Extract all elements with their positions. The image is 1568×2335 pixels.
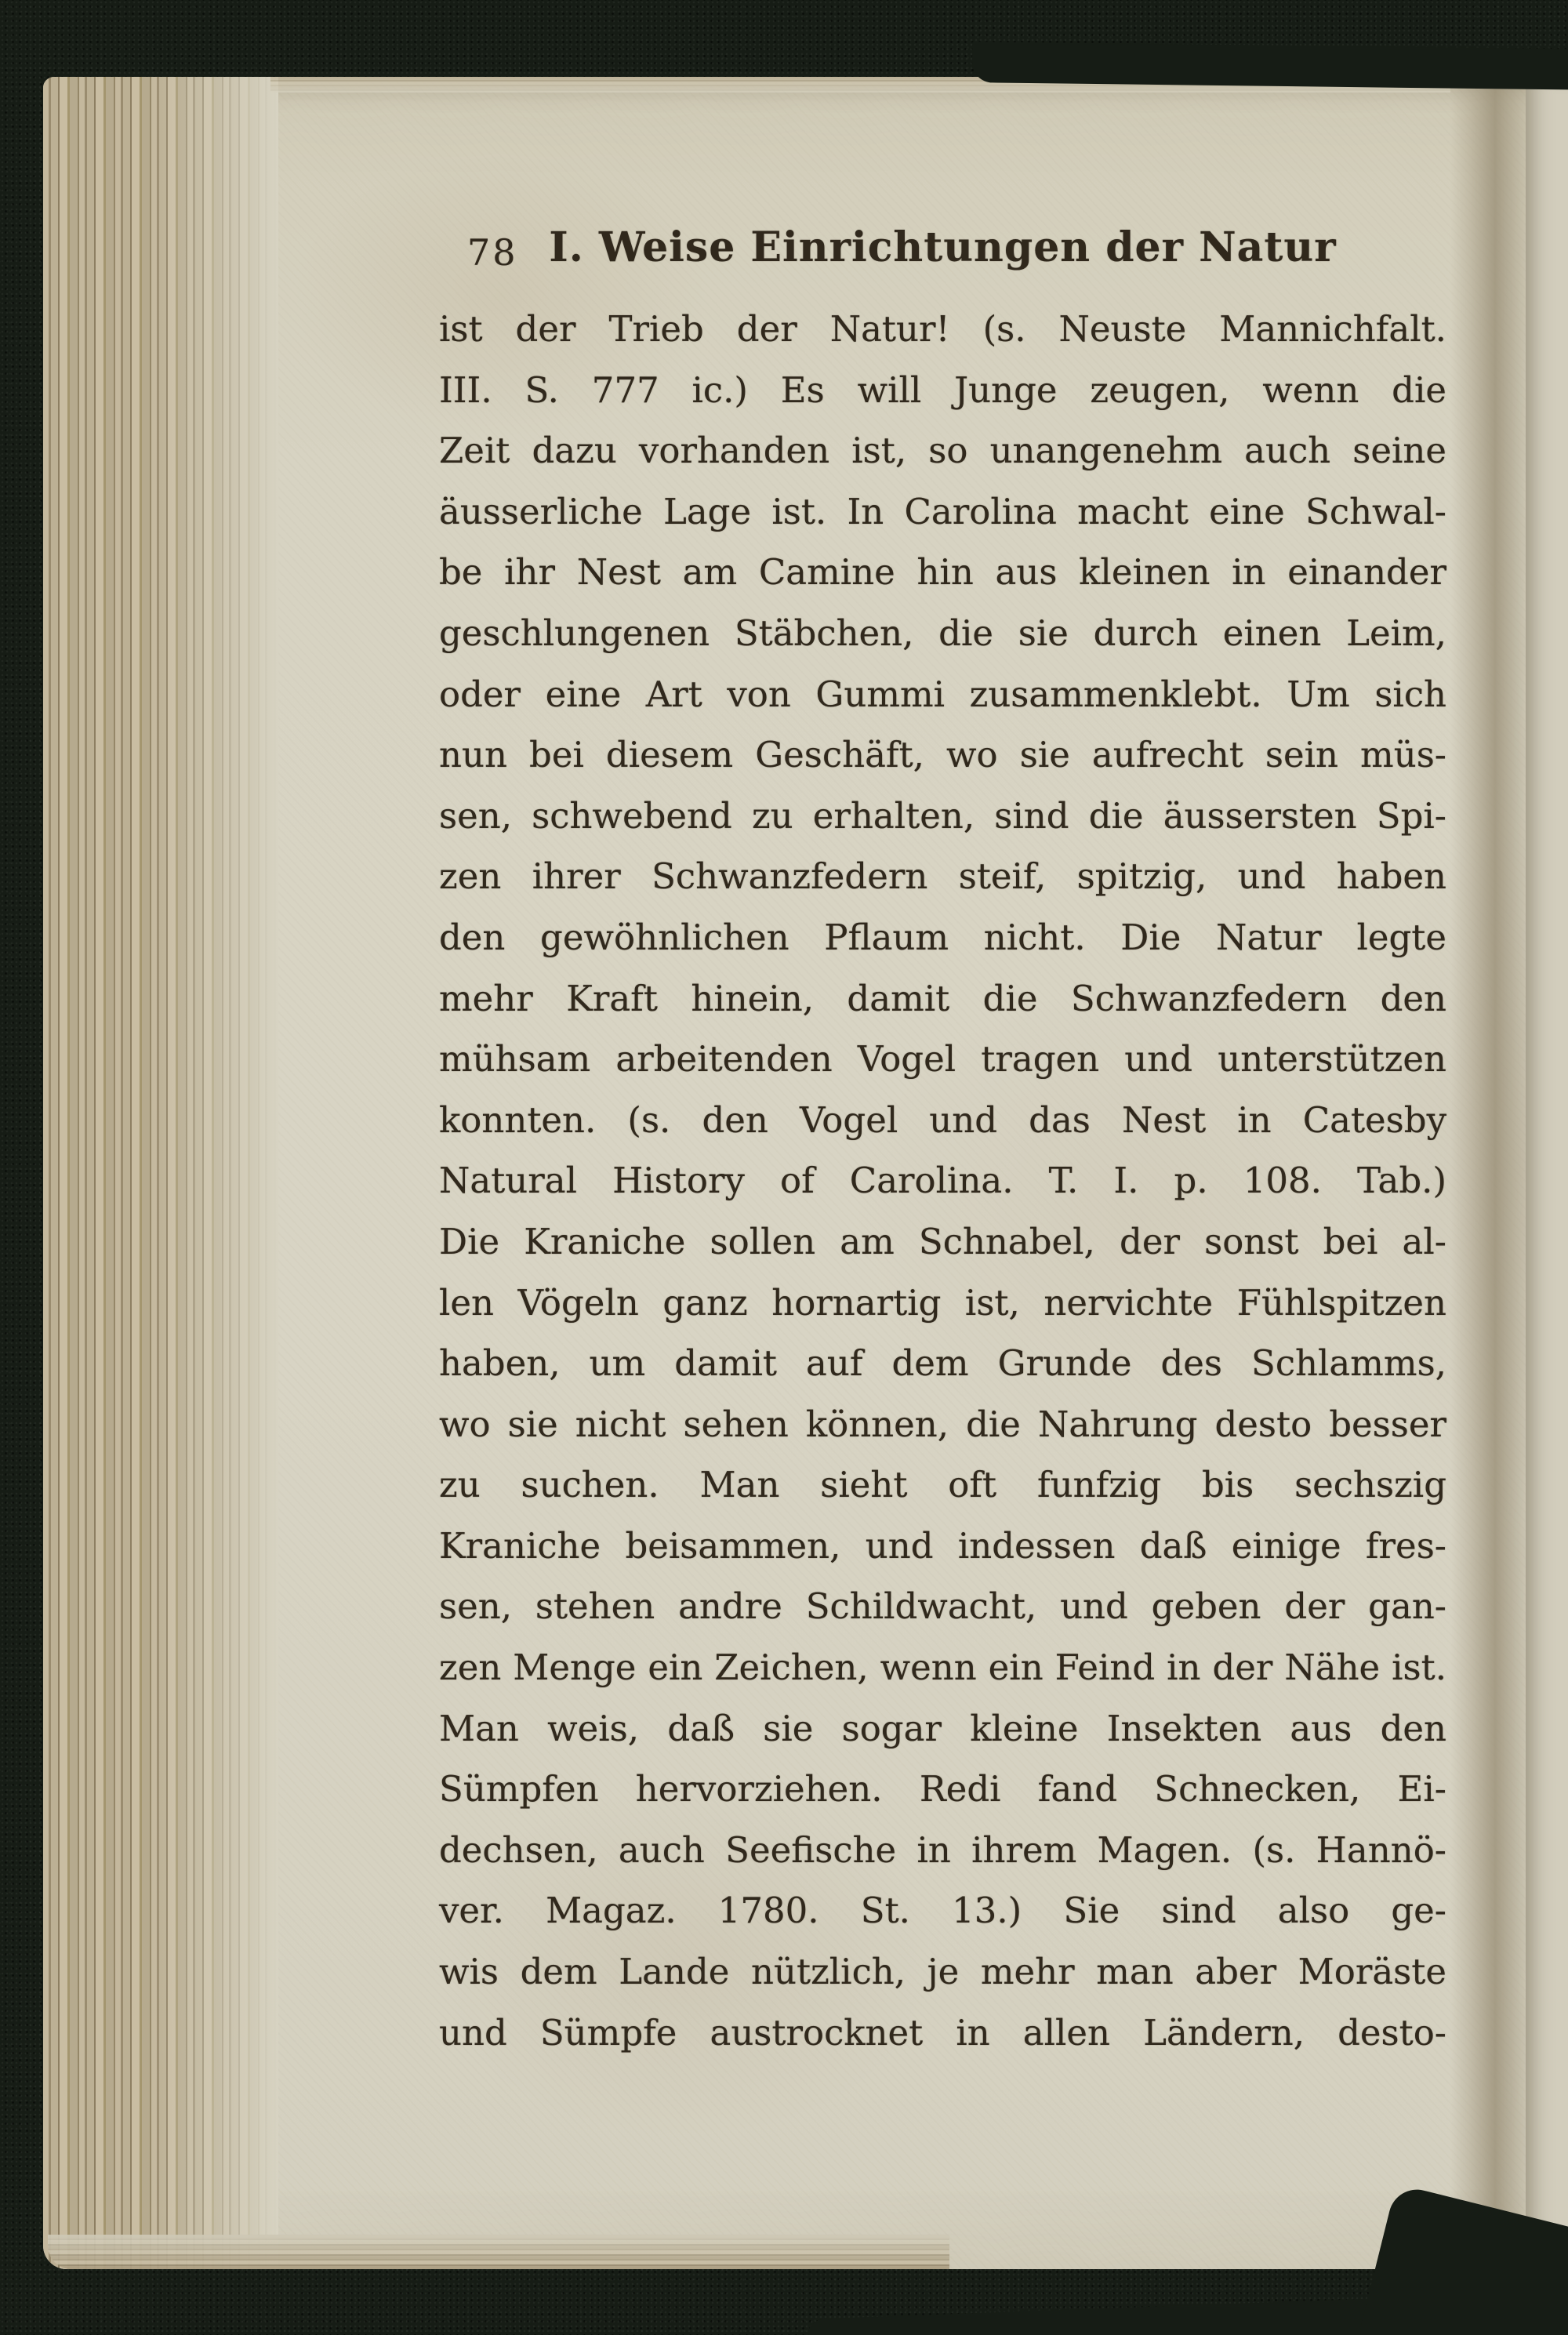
gutter-shadow xyxy=(1450,77,1527,2269)
text-line: oder eine Art von Gummi zusammenklebt. Um sich xyxy=(439,673,1446,715)
text-line: mehr Kraft hinein, damit die Schwanzfedern den xyxy=(439,977,1446,1019)
text-line: nun bei diesem Geschäft, wo sie aufrecht sein müs- xyxy=(439,734,1446,776)
text-line: be ihr Nest am Camine hin aus kleinen in einander xyxy=(439,551,1446,594)
page-number: 78 xyxy=(467,231,518,274)
text-line: dechsen, auch Seefische in ihrem Magen. (s. Hannö- xyxy=(439,1828,1446,1871)
facing-page-sliver xyxy=(1526,79,1568,2261)
running-header: I. Weise Einrichtungen der Natur xyxy=(549,223,1337,271)
page-edge-stack-bottom xyxy=(48,2235,949,2269)
text-line: Zeit dazu vorhanden ist, so unangenehm auch seine xyxy=(439,430,1446,472)
background-wedge-top-right xyxy=(972,42,1568,90)
text-line: Natural History of Carolina. T. I. p. 108. Tab.) xyxy=(439,1160,1446,1202)
text-line: zen ihrer Schwanzfedern steif, spitzig, und haben xyxy=(439,855,1446,898)
text-line: sen, stehen andre Schildwacht, und geben der gan- xyxy=(439,1585,1446,1628)
text-line: konnten. (s. den Vogel und das Nest in Catesby xyxy=(439,1099,1446,1141)
book-page xyxy=(43,77,1568,2269)
text-line: sen, schwebend zu erhalten, sind die äussersten Spi- xyxy=(439,794,1446,837)
printed-text-block xyxy=(439,223,1446,2063)
text-line: Die Kraniche sollen am Schnabel, der sonst bei al- xyxy=(439,1220,1446,1262)
text-line: Sümpfen hervorziehen. Redi fand Schnecken, Ei- xyxy=(439,1768,1446,1810)
text-line: Man weis, daß sie sogar kleine Insekten aus den xyxy=(439,1707,1446,1749)
text-line: den gewöhnlichen Pflaum nicht. Die Natur legte xyxy=(439,916,1446,958)
text-line: Kraniche beisammen, und indessen daß einige fres- xyxy=(439,1524,1446,1567)
text-line: äusserliche Lage ist. In Carolina macht eine Schwal- xyxy=(439,490,1446,532)
text-line: und Sümpfe austrocknet in allen Ländern, desto- xyxy=(439,2011,1446,2054)
text-line: mühsam arbeitenden Vogel tragen und unterstützen xyxy=(439,1038,1446,1080)
text-line: zen Menge ein Zeichen, wenn ein Feind in der Nähe ist. xyxy=(439,1647,1446,1689)
text-line: geschlungenen Stäbchen, die sie durch einen Leim, xyxy=(439,612,1446,654)
page-edge-stack-left xyxy=(43,77,278,2269)
text-line: haben, um damit auf dem Grunde des Schlamms, xyxy=(439,1342,1446,1385)
text-line: wo sie nicht sehen können, die Nahrung desto besser xyxy=(439,1403,1446,1445)
text-line: ist der Trieb der Natur! (s. Neuste Mannichfalt. xyxy=(439,308,1446,350)
page-header xyxy=(439,223,1446,288)
text-line: zu suchen. Man sieht oft funfzig bis sechszig xyxy=(439,1464,1446,1506)
body-text xyxy=(439,299,1446,2063)
text-line: III. S. 777 ic.) Es will Junge zeugen, wenn die xyxy=(439,369,1446,411)
text-line: len Vögeln ganz hornartig ist, nervichte Fühlspitzen xyxy=(439,1281,1446,1324)
text-line: wis dem Lande nützlich, je mehr man aber Moräste xyxy=(439,1951,1446,1993)
text-line: ver. Magaz. 1780. St. 13.) Sie sind also ge- xyxy=(439,1890,1446,1932)
